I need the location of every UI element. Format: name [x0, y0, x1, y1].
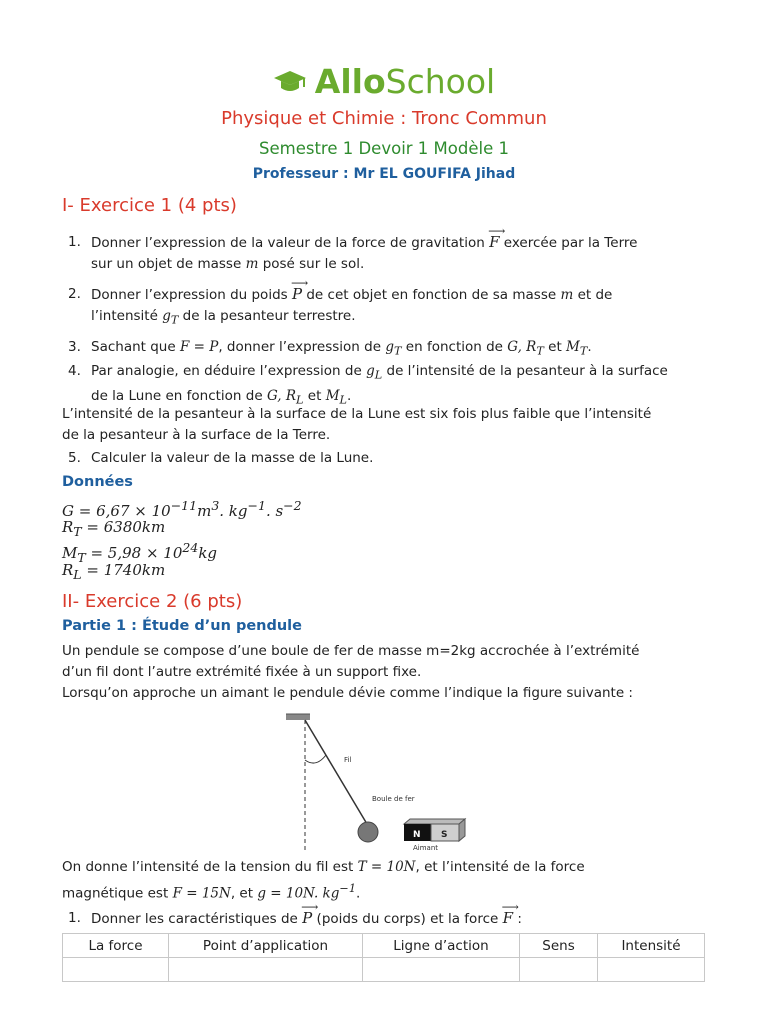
text: , et l’intensité de la force: [415, 859, 585, 875]
table-header: Ligne d’action: [363, 934, 520, 958]
table-row: [63, 958, 705, 982]
math-sub: L: [339, 393, 348, 407]
math-sub: L: [374, 368, 383, 382]
ex1-note: [62, 404, 712, 446]
formula-rl: [62, 561, 165, 582]
math-g: g: [385, 339, 394, 355]
table-cell[interactable]: [520, 958, 598, 982]
text: :: [517, 911, 522, 927]
question-text: [91, 908, 711, 930]
math-m: m: [560, 287, 574, 303]
text: = 6380km: [81, 518, 166, 536]
table-cell[interactable]: [598, 958, 705, 982]
label-s: S: [441, 830, 448, 840]
vector-p: ⟶ P: [292, 284, 302, 305]
math-sub: T: [170, 313, 179, 327]
math-sub: T: [579, 344, 588, 358]
exercise-1-heading: I- Exercice 1 (4 pts): [62, 195, 237, 216]
math-sub: T: [393, 344, 402, 358]
part-1-heading: Partie 1 : Étude d’un pendule: [62, 618, 302, 634]
pendulum-figure: [280, 712, 490, 852]
text: magnétique est: [62, 885, 169, 902]
question-number: 1.: [68, 234, 81, 250]
label-n: N: [413, 830, 421, 840]
teacher-name: Professeur : Mr EL GOUFIFA Jihad: [252, 166, 516, 182]
math-g: g: [366, 363, 375, 379]
text: = 1740km: [81, 561, 166, 579]
math-m: M: [566, 339, 580, 355]
graduation-cap-icon: [273, 64, 307, 103]
logo-text-bold: Allo: [314, 62, 386, 101]
ex2-intro: [62, 641, 712, 704]
text: de cet objet en fonction de sa masse: [306, 287, 557, 303]
exp: −1: [339, 882, 356, 895]
math-vars: G, R: [266, 387, 297, 404]
text: .: [355, 885, 361, 902]
table-header: La force: [63, 934, 169, 958]
sub: L: [73, 567, 82, 582]
text: R: [62, 518, 74, 536]
exp: 24: [182, 540, 199, 555]
question-number: 5.: [68, 450, 81, 466]
table-cell[interactable]: [363, 958, 520, 982]
math-m: m: [245, 256, 259, 272]
exp: −11: [170, 498, 198, 513]
text: (poids du corps) et la force: [316, 911, 499, 927]
formula-g: [62, 498, 302, 520]
question-number: 3.: [68, 339, 81, 355]
exam-subtitle: Semestre 1 Devoir 1 Modèle 1: [259, 139, 509, 158]
text: Donner l’expression de la valeur de la force de gravitation: [91, 235, 485, 251]
text: Lorsqu’on approche un aimant le pendule dévie comme l’indique la figure suivante :: [62, 685, 633, 701]
text: sur un objet de masse: [91, 256, 242, 272]
question-number: 4.: [68, 363, 81, 379]
question-text: Sachant que F = P, donner l’expression de $g_T$ en fonction de G, $R_T$ et $M_T$.: [91, 339, 592, 358]
text: l’intensité: [91, 308, 158, 324]
math-g: g: [162, 308, 171, 324]
text: d’un fil dont l’autre extrémité fixée à un support fixe.: [62, 664, 422, 680]
text: Donner l’expression du poids: [91, 287, 288, 303]
math-g: g = 10N. kg: [257, 885, 340, 902]
exp: −1: [247, 498, 266, 513]
text: L’intensité de la pesanteur à la surface de la Lune est six fois plus faible que l’intensité: [62, 406, 652, 422]
course-title: Physique et Chimie : Tronc Commun: [221, 108, 547, 129]
question-text: [91, 284, 711, 331]
label-boule: Boule de fer: [372, 795, 415, 803]
logo-text-light: School: [385, 62, 496, 101]
label-fil: Fil: [344, 756, 352, 764]
label-aimant: Aimant: [413, 844, 439, 852]
exp: 3: [211, 498, 220, 513]
table-header: Intensité: [598, 934, 705, 958]
text: m: [197, 502, 212, 520]
text: , et: [230, 885, 254, 902]
formula-rt: [62, 518, 165, 539]
alloschool-logo[interactable]: [0, 62, 768, 103]
text: de la pesanteur à la surface de la Terre.: [62, 427, 331, 443]
text: . kg: [219, 502, 248, 520]
sub: T: [77, 550, 86, 565]
math-sub: L: [296, 393, 304, 407]
text: exercée par la Terre: [503, 235, 638, 251]
math-sub: T: [536, 344, 544, 358]
text: Donner les caractéristiques de: [91, 911, 298, 927]
math-equation: F = P: [179, 339, 219, 355]
text: M: [62, 544, 78, 562]
text: posé sur le sol.: [262, 256, 365, 272]
text: kg: [198, 544, 218, 562]
text: en fonction de: [405, 339, 503, 355]
text: G = 6,67 × 10: [62, 502, 171, 520]
vector-p: ⟶ P: [302, 908, 312, 929]
sub: T: [73, 524, 82, 539]
text: de la pesanteur terrestre.: [182, 308, 356, 324]
text: et: [548, 339, 562, 355]
text: de l’intensité de la pesanteur à la surface: [386, 363, 668, 379]
math-f: F = 15N: [172, 885, 231, 902]
text: Par analogie, en déduire l’expression de: [91, 363, 362, 379]
data-heading: Données: [62, 474, 133, 490]
text: = 5,98 × 10: [85, 544, 183, 562]
text: Un pendule se compose d’une boule de fer de masse m=2kg accrochée à l’extrémité: [62, 643, 640, 659]
text: et de: [577, 287, 613, 303]
table-header-row: [63, 934, 705, 958]
exp: −2: [283, 498, 302, 513]
text: . s: [265, 502, 284, 520]
math-t: T = 10N: [357, 859, 416, 875]
math-vars: G, R: [507, 339, 537, 355]
question-text: Calculer la valeur de la masse de la Lune.: [91, 450, 374, 466]
text: R: [62, 561, 74, 579]
text: et: [307, 387, 322, 404]
pendulum-diagram: [280, 712, 490, 852]
math-m: M: [325, 387, 340, 404]
question-text: [91, 232, 711, 275]
table-cell[interactable]: [169, 958, 363, 982]
text: de la Lune en fonction de: [91, 387, 263, 404]
table-header: Point d’application: [169, 934, 363, 958]
vector-f: ⟶ F: [489, 232, 499, 253]
table-header: Sens: [520, 934, 598, 958]
forces-table: [62, 933, 705, 982]
ex2-given-values: [62, 857, 712, 905]
text: Sachant que: [91, 339, 176, 355]
exercise-2-heading: II- Exercice 2 (6 pts): [62, 591, 243, 612]
text: On donne l’intensité de la tension du fil est: [62, 859, 354, 875]
question-text: Par analogie, en déduire l’expression de $g_L$ de l’intensité de la pesanteur à la surface de la Lune en fonction de G, $R_L$ et $M_L$.: [91, 363, 668, 407]
question-number: 2.: [68, 286, 81, 302]
table-cell[interactable]: [63, 958, 169, 982]
vector-f: ⟶ F: [503, 908, 513, 929]
text: , donner l’expression de: [218, 339, 382, 355]
question-number: 1.: [68, 910, 81, 926]
